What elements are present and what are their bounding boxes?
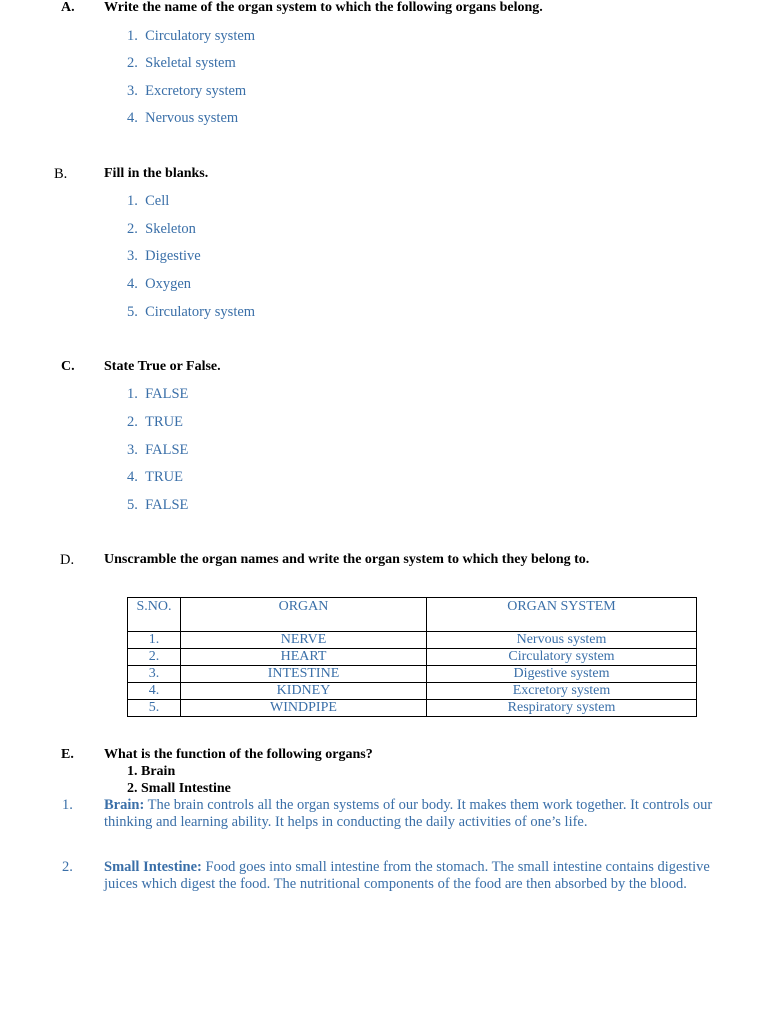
table-cell: 3.	[128, 666, 181, 683]
list-item: 2. Skeleton	[127, 221, 196, 237]
answer-text: Food goes into small intestine from the stomach. The small intestine contains digestive juices which digest the food. The nutritional components of the food are then absorbed by the blood.	[104, 859, 710, 892]
table-header-cell: ORGAN	[181, 598, 427, 632]
table-cell: Circulatory system	[427, 649, 697, 666]
table-cell: 4.	[128, 683, 181, 700]
section-d-heading: Unscramble the organ names and write the organ system to which they belong to.	[104, 552, 590, 567]
table-cell: Digestive system	[427, 666, 697, 683]
section-d-letter: D.	[60, 552, 75, 568]
sub-item-brain: 1. Brain	[127, 764, 176, 779]
list-item: 1. Cell	[127, 193, 170, 209]
table-cell: NERVE	[181, 632, 427, 649]
section-c-heading: State True or False.	[104, 359, 221, 374]
answer-small-intestine	[104, 859, 714, 893]
section-e-letter: E.	[61, 747, 74, 762]
answer-text: The brain controls all the organ systems of our body. It makes them work together. It controls our thinking and learning ability. It helps in conducting the daily activities of one’s life.	[104, 797, 713, 830]
list-item: 2. Skeletal system	[127, 55, 236, 71]
section-e-heading: What is the function of the following organs?	[104, 747, 373, 762]
list-item: 4. Oxygen	[127, 276, 192, 292]
answer-label: Small Intestine:	[104, 859, 202, 875]
section-b-letter: B.	[54, 166, 68, 182]
sub-item-small-intestine: 2. Small Intestine	[127, 781, 231, 796]
table-cell: INTESTINE	[181, 666, 427, 683]
organ-table	[127, 597, 697, 717]
table-row	[128, 700, 697, 717]
list-item: 5. FALSE	[127, 497, 189, 513]
table-header-row	[128, 598, 697, 632]
table-cell: 1.	[128, 632, 181, 649]
list-item: 3. FALSE	[127, 442, 189, 458]
list-item: 2. TRUE	[127, 414, 183, 430]
answer-brain	[104, 797, 714, 831]
table-cell: Respiratory system	[427, 700, 697, 717]
answer-label: Brain:	[104, 797, 145, 813]
answer-number: 1.	[62, 797, 73, 813]
table-header-cell: ORGAN SYSTEM	[427, 598, 697, 632]
section-a-letter: A.	[61, 0, 75, 15]
list-item: 3. Excretory system	[127, 83, 247, 99]
list-item: 1. FALSE	[127, 386, 189, 402]
table-header-cell: S.NO.	[128, 598, 181, 632]
answer-number: 2.	[62, 859, 73, 875]
table-cell: 5.	[128, 700, 181, 717]
list-item: 4. Nervous system	[127, 110, 239, 126]
table-cell: WINDPIPE	[181, 700, 427, 717]
table-row	[128, 683, 697, 700]
list-item: 1. Circulatory system	[127, 28, 256, 44]
list-item: 3. Digestive	[127, 248, 201, 264]
table-cell: Nervous system	[427, 632, 697, 649]
section-a-heading: Write the name of the organ system to which the following organs belong.	[104, 0, 543, 15]
table-row	[128, 666, 697, 683]
table-cell: 2.	[128, 649, 181, 666]
table-row	[128, 649, 697, 666]
table-cell: Excretory system	[427, 683, 697, 700]
table-row	[128, 632, 697, 649]
list-item: 5. Circulatory system	[127, 304, 256, 320]
table-cell: KIDNEY	[181, 683, 427, 700]
section-c-letter: C.	[61, 359, 75, 374]
table-cell: HEART	[181, 649, 427, 666]
list-item: 4. TRUE	[127, 469, 183, 485]
section-b-heading: Fill in the blanks.	[104, 166, 209, 181]
